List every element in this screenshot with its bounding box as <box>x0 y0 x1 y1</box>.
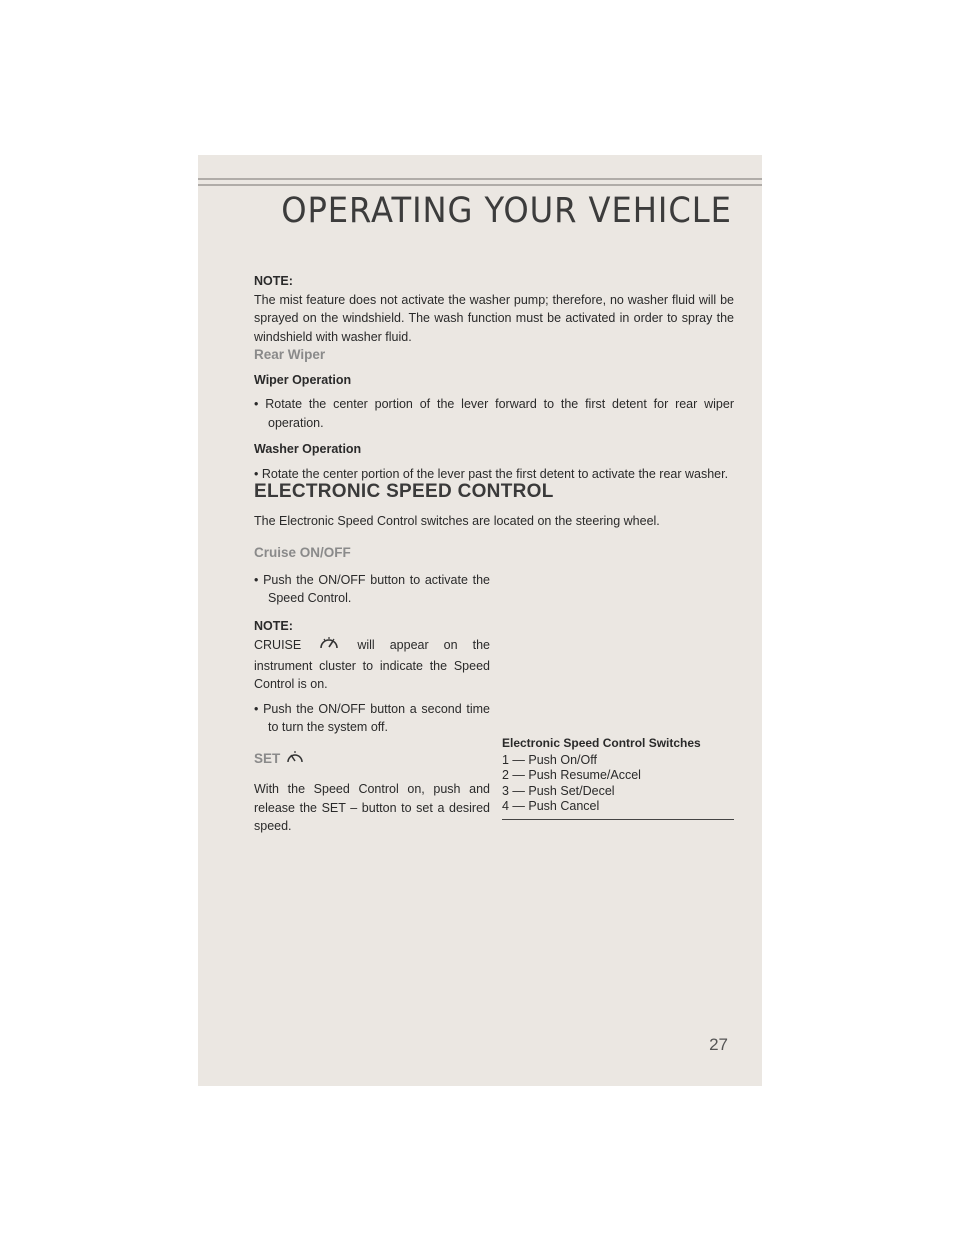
section-title: OPERATING YOUR VEHICLE <box>281 191 732 231</box>
figure-column <box>502 538 734 836</box>
body-text <box>254 272 734 836</box>
cruise-heading: Cruise ON/OFF <box>254 545 351 560</box>
wiper-operation-bullet: • Rotate the center portion of the lever forward to the first detent for rear wiper operation. <box>254 397 734 430</box>
speedometer-icon <box>316 635 342 657</box>
set-text: With the Speed Control on, push and release the SET – button to set a desired speed. <box>254 782 490 833</box>
cruise-bullet-2: • Push the ON/OFF button a second time to turn the system off. <box>254 701 490 734</box>
figure-caption: Electronic Speed Control Switches <box>502 736 701 750</box>
washer-operation-bullet: • Rotate the center portion of the lever past the first detent to activate the rear washer. <box>254 466 729 481</box>
cruise-note-text <box>254 635 490 694</box>
note-text: The mist feature does not activate the washer pump; therefore, no washer fluid will be sprayed on the windshield. The wash function must be activated in order to spray the windshield with washer fluid. <box>254 292 734 344</box>
legend-item: 1 — Push On/Off <box>502 752 597 767</box>
set-heading-text: SET <box>254 751 281 766</box>
legend-item: 3 — Push Set/Decel <box>502 783 615 798</box>
set-heading <box>254 749 490 771</box>
rear-wiper-heading: Rear Wiper <box>254 347 326 362</box>
legend-item: 2 — Push Resume/Accel <box>502 768 641 782</box>
speedometer-icon <box>284 749 306 771</box>
note-label: NOTE: <box>254 274 293 288</box>
cruise-note-label: NOTE: <box>254 618 293 633</box>
left-column <box>254 538 490 836</box>
esc-heading: ELECTRONIC SPEED CONTROL <box>254 481 554 502</box>
two-column-area <box>254 538 734 836</box>
header-rule-top <box>198 178 762 180</box>
cruise-word: CRUISE <box>254 638 302 653</box>
cruise-bullet-1: • Push the ON/OFF button to activate the Speed Control. <box>254 572 490 605</box>
figure-caption-area <box>502 734 734 820</box>
wiper-operation-heading: Wiper Operation <box>254 372 352 387</box>
page-number: 27 <box>709 1035 728 1054</box>
washer-operation-heading: Washer Operation <box>254 442 362 456</box>
legend-rule <box>502 819 734 820</box>
cruise-note-rest: will appear on the instrument cluster to indicate the Speed Control is on. <box>254 638 490 691</box>
esc-intro: The Electronic Speed Control switches are located on the steering wheel. <box>254 513 660 528</box>
legend-item: 4 — Push Cancel <box>502 799 600 813</box>
header-rule-bottom <box>198 184 762 186</box>
manual-page <box>198 155 762 1086</box>
